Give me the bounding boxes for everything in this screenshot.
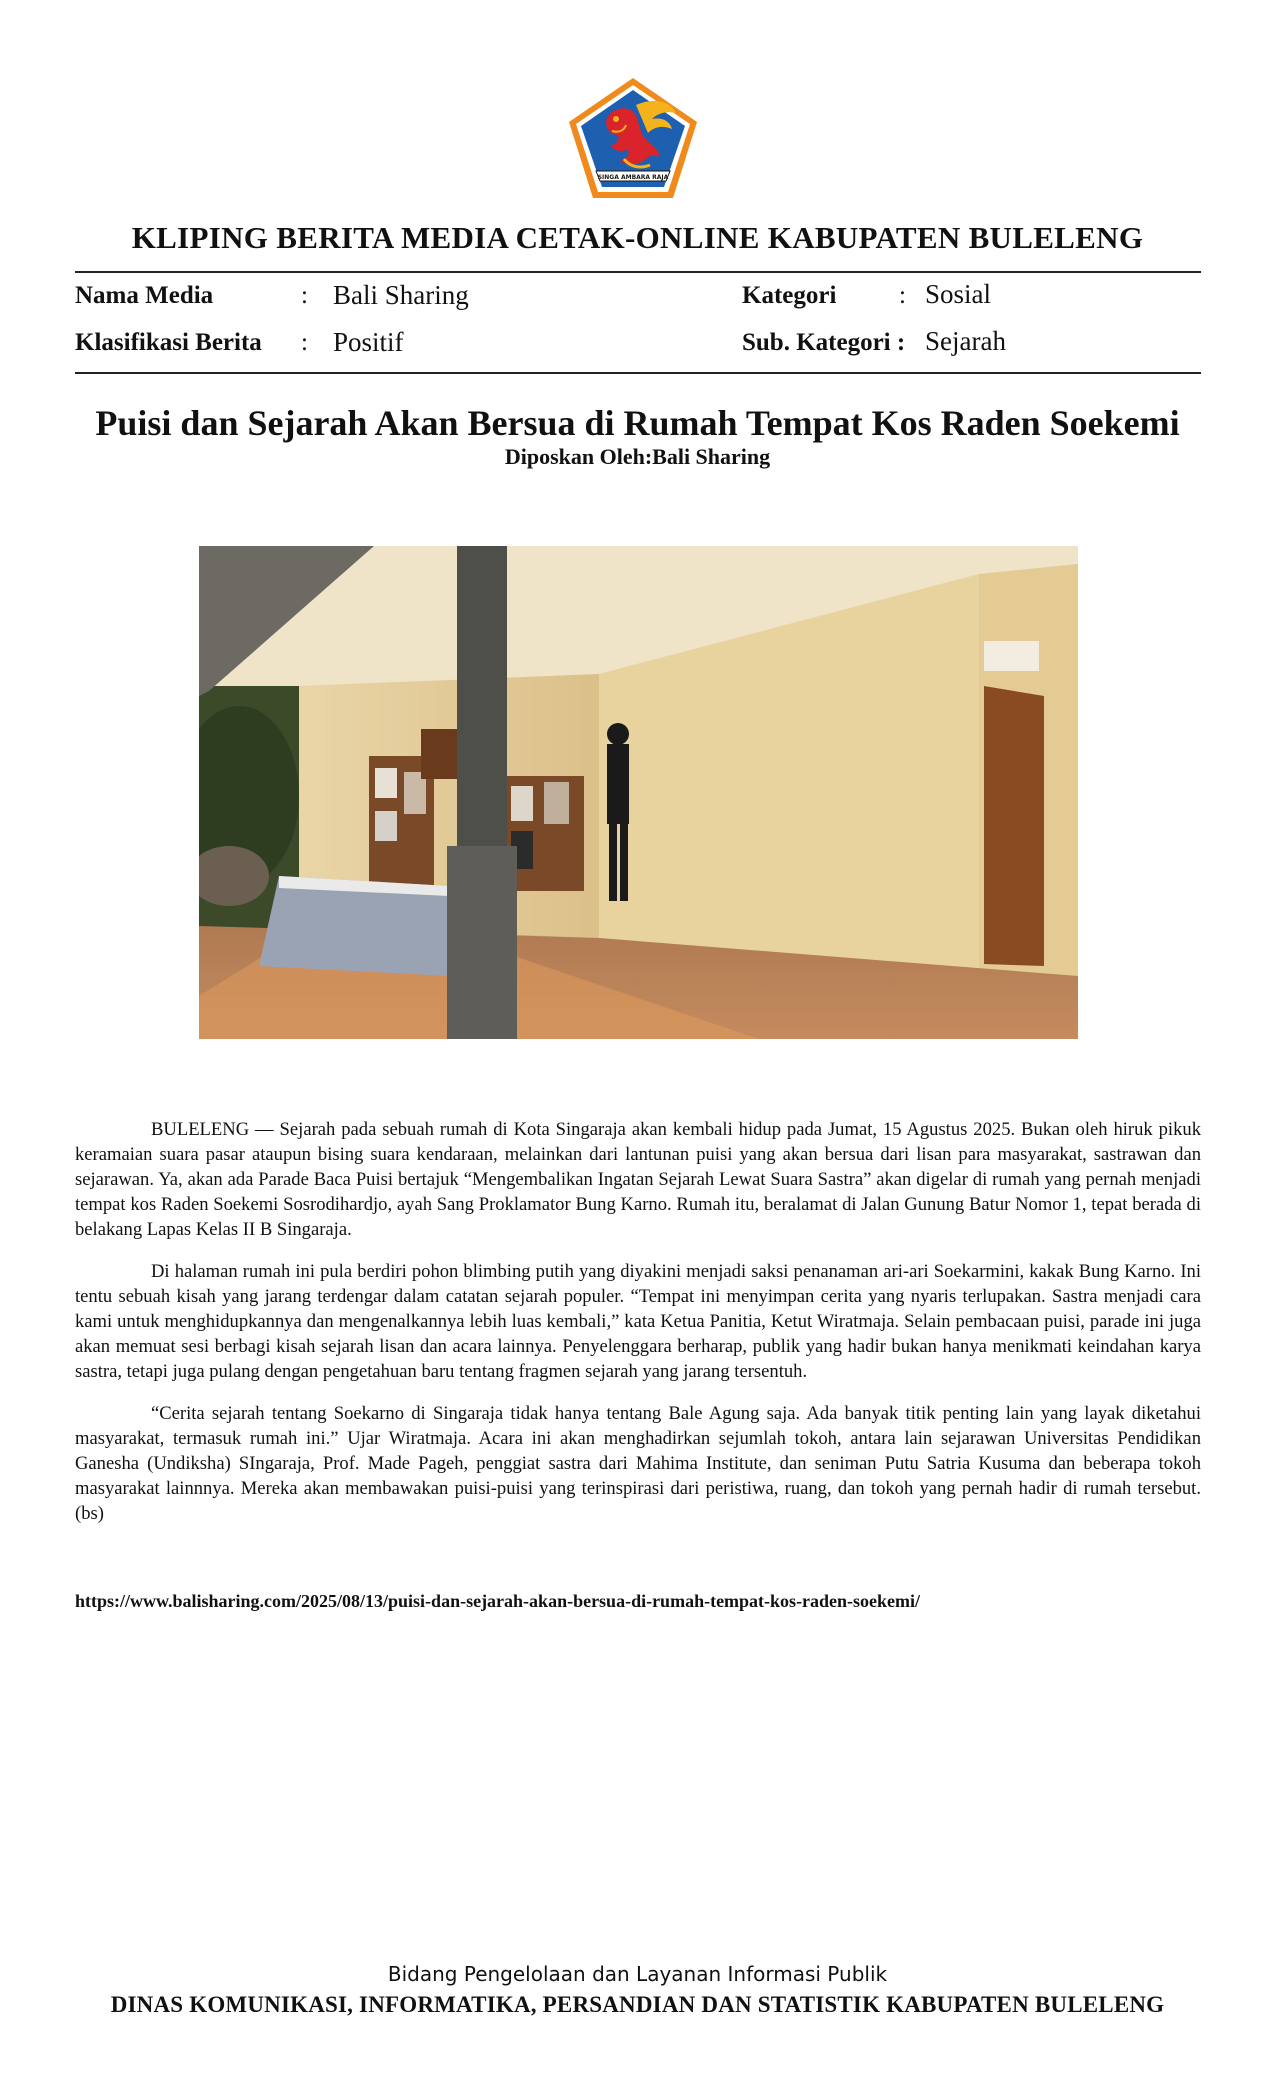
article-title: Puisi dan Sejarah Akan Bersua di Rumah Tempat Kos Raden Soekemi — [95, 403, 1180, 443]
footer-department: Bidang Pengelolaan dan Layanan Informasi Publik — [387, 1962, 888, 1986]
top-divider — [75, 271, 1201, 273]
klasifikasi-label: Klasifikasi Berita — [75, 329, 262, 356]
sub-kategori-label: Sub. Kategori : — [742, 329, 906, 356]
kategori-separator: : — [899, 282, 906, 309]
paragraph-1: BULELENG — Sejarah pada sebuah rumah di Kota Singaraja akan kembali hidup pada Jumat, 15 Agustus 2025. Bukan oleh hiruk pikuk keramaian suara pasar ataupun bising suara kendaraan, melainkan dari lantunan puisi yang akan bersua dari lisan para masyarakat, sastrawan dan sejarawan. Ya, akan ada Parade Baca Puisi bertajuk “Mengembalikan Ingatan Sejarah Lewat Suara Sastra” akan digelar di rumah yang pernah menjadi tempat kos Raden Soekemi Sosrodihardjo, ayah Sang Proklamator Bung Karno. Rumah itu, beralamat di Jalan Gunung Batur Nomor 1, tepat berada di belakang Lapas Kelas II B Singaraja. — [75, 1119, 1201, 1240]
bottom-divider — [75, 372, 1201, 374]
source-link[interactable]: https://www.balisharing.com/2025/08/13/puisi-dan-sejarah-akan-bersua-di-rumah-tempat-kos-raden-soekemi/ — [75, 1591, 921, 1611]
buleleng-emblem-icon — [566, 75, 700, 201]
document-title: KLIPING BERITA MEDIA CETAK-ONLINE KABUPATEN BULELENG — [131, 220, 1144, 255]
nama-media-value: Bali Sharing — [333, 280, 469, 310]
nama-media-label: Nama Media — [75, 282, 214, 309]
kategori-value: Sosial — [925, 279, 992, 309]
footer-agency: DINAS KOMUNIKASI, INFORMATIKA, PERSANDIAN DAN STATISTIK KABUPATEN BULELENG — [110, 1992, 1165, 2017]
paragraph-3: “Cerita sejarah tentang Soekarno di Singaraja tidak hanya tentang Bale Agung saja. Ada banyak titik penting lain yang layak diketahui masyarakat, termasuk rumah ini.” Ujar Wiratmaja. Acara ini akan menghadirkan sejumlah tokoh, antara lain sejarawan Universitas Pendidikan Ganesha (Undiksha) SIngaraja, Prof. Made Pageh, penggiat sastra dari Mahima Institute, dan seniman Putu Satria Kusuma dan beberapa tokoh masyarakat lainnnya. Mereka akan membawakan puisi-puisi yang terinspirasi dari peristiwa, ruang, dan tokoh yang pernah hadir di rumah tersebut. (bs) — [75, 1403, 1201, 1524]
nama-media-separator: : — [301, 282, 308, 309]
article-body — [75, 1117, 1201, 1543]
article-photo — [199, 546, 1078, 1039]
kategori-label: Kategori — [742, 282, 837, 309]
paragraph-2: Di halaman rumah ini pula berdiri pohon blimbing putih yang diyakini menjadi saksi penanaman ari-ari Soekarmini, kakak Bung Karno. Ini tentu sebuah kisah yang jarang terdengar dalam catatan sejarah populer. “Tempat ini menyimpan cerita yang nyaris terlupakan. Sastra menjadi cara kami untuk menghidupkannya dan mengenalkannya lebih luas kembali,” kata Ketua Panitia, Ketut Wiratmaja. Selain pembacaan puisi, parade ini juga akan memuat sesi berbagi kisah sejarah lisan dan acara lainnya. Penyelenggara berharap, publik yang hadir bukan hanya menikmati keindahan karya sastra, tetapi juga pulang dengan pengetahuan baru tentang fragmen sejarah yang jarang tersentuh. — [75, 1261, 1201, 1382]
klasifikasi-separator: : — [301, 329, 308, 356]
sub-kategori-value: Sejarah — [925, 326, 1006, 356]
emblem-motto: SINGA AMBARA RAJA — [597, 174, 669, 181]
article-byline: Diposkan Oleh:Bali Sharing — [504, 444, 771, 469]
klasifikasi-value: Positif — [333, 327, 404, 357]
